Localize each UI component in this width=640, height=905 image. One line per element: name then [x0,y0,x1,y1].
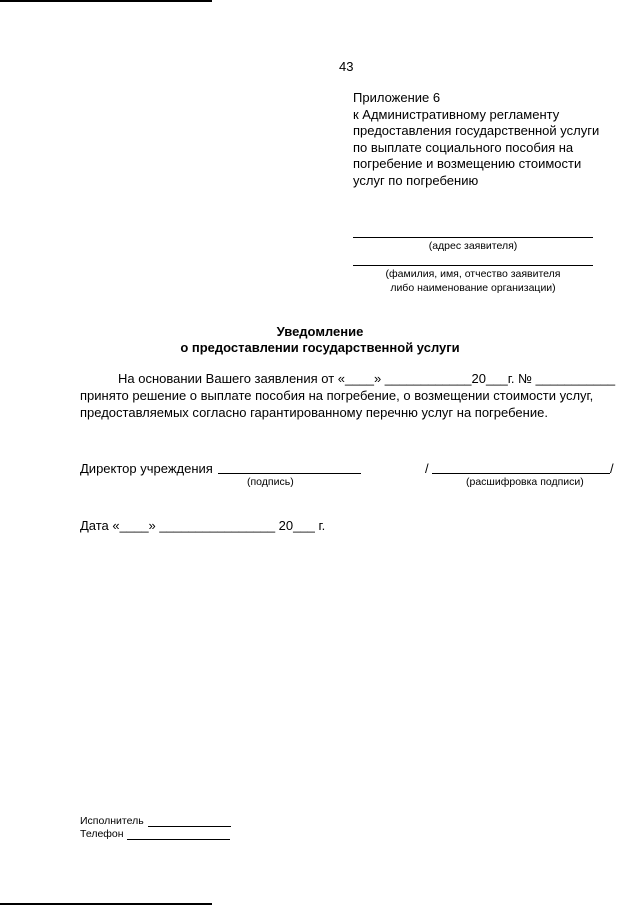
signature-decode-line [432,473,610,474]
appendix-line: к Административному регламенту [353,106,560,122]
appendix-line: услуг по погребению [353,172,479,188]
applicant-name-caption-2: либо наименование организации) [390,282,556,294]
document-title: Уведомление [276,324,364,339]
document-subtitle: о предоставлении государственной услуги [180,340,460,355]
date-field: Дата «____» ________________ 20___ г. [80,518,326,533]
appendix-line: погребение и возмещению стоимости [353,156,582,172]
applicant-name-line [353,265,593,266]
appendix-line: по выплате социального пособия на [353,139,574,155]
applicant-address-caption: (адрес заявителя) [428,240,518,252]
executor-label: Исполнитель [80,815,144,827]
body-line-2: принято решение о выплате пособия на погребение, о возмещении стоимости услуг, [80,388,594,403]
appendix-line: Приложение 6 [353,90,441,105]
phone-line [127,839,230,840]
signature-caption: (подпись) [247,476,294,488]
notification-body [80,370,617,421]
phone-label: Телефон [80,828,124,840]
applicant-name-caption-1: (фамилия, имя, отчество заявителя [385,268,561,280]
executor-line [148,826,231,827]
signature-decode-caption: (расшифровка подписи) [466,476,584,488]
page-number: 43 [339,59,354,74]
body-line-1: На основании Вашего заявления от «____» ____________20___г. № ___________ [118,371,616,386]
signature-decode-slash-left: / [425,461,429,476]
signature-line [218,473,361,474]
appendix-line: предоставления государственной услуги [353,123,600,139]
director-label: Директор учреждения [80,461,213,476]
signature-decode-slash-right: / [610,461,614,476]
top-edge-rule [0,0,212,2]
appendix-block [353,90,623,190]
body-line-3: предоставляемых согласно гарантированному перечню услуг на погребение. [80,405,548,420]
applicant-address-line [353,237,593,238]
